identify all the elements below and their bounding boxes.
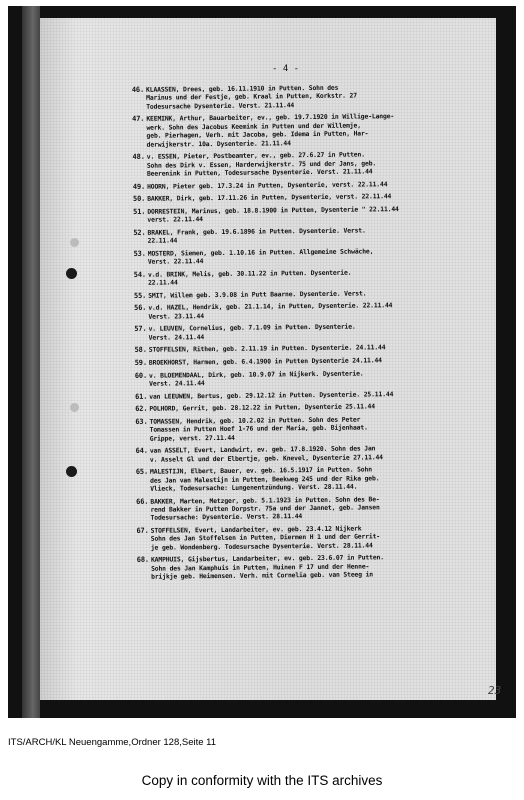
- entry-text-line: v.d. BRINK, Melis, geb. 30.11.22 in Putten. Dysenterie.: [147, 268, 352, 279]
- entry-text-line: geb. Pierhagen, Verh. mit Jacoba, geb. Idema in Putten, Har-: [146, 129, 369, 140]
- entry-text-line: Sohn des Jan Stoffelsen in Putten, Diermen H 1 und der Gerrit-: [150, 532, 381, 544]
- entry-text-line: brijkje geb. Heimensen. Verh. mit Cornelia geb. van Steeg in: [151, 570, 374, 581]
- archive-footer: Copy in conformity with the ITS archives: [141, 773, 383, 788]
- entry-number: 66.: [136, 497, 149, 506]
- entry-number: 65.: [135, 467, 149, 477]
- register-entry: [122, 300, 516, 321]
- entry-number: 63.: [135, 417, 148, 426]
- entry-number: 54.: [133, 270, 147, 279]
- register-entry: [125, 523, 516, 552]
- entry-text-line: HOORN, Pieter geb. 17.3.24 in Putten, Dysenterie, verst. 22.11.44: [147, 179, 388, 191]
- register-entry: [120, 111, 516, 149]
- entry-text-line: 22.11.44: [148, 278, 178, 287]
- entry-number: 56.: [134, 304, 147, 313]
- entry-text-line: POLHORD, Gerrit, geb. 28.12.22 in Putten, Dysenterie 25.11.44: [149, 402, 375, 413]
- register-entry: [123, 342, 516, 355]
- entry-text-line: Todesursache: Dysenterie. Verst. 28.11.44: [150, 512, 303, 523]
- entry-text-line: SMIT, Willem geb. 3.9.08 in Putt Baarne. Dysenterie. Verst.: [148, 289, 367, 300]
- entry-text-line: BAKKER, Marten, Metzger, geb. 5.1.1923 in Putten. Sohn des Be-: [150, 494, 380, 506]
- death-register-list: [120, 82, 516, 586]
- entry-number: 62.: [135, 404, 148, 414]
- register-entry: [123, 367, 516, 388]
- entry-text-line: v.d. HAZEL, Hendrik, geb. 21.1.14, in Putten, Dysenterie. 22.11.44: [148, 301, 393, 313]
- entry-number: 58.: [134, 346, 147, 355]
- entry-text-line: Verst. 24.11.44: [149, 379, 205, 388]
- entry-number: 47.: [132, 115, 145, 124]
- register-entry: [121, 149, 516, 178]
- entry-text-line: Vlieck, Todesursache: Lungenentzündung. Verst. 28.11.44.: [150, 482, 358, 493]
- punch-hole: [66, 466, 77, 477]
- binding-margin: [22, 6, 40, 718]
- entry-text-line: Verst. 23.11.44: [148, 311, 204, 321]
- entry-text-line: Sohn des Dirk v. Essen, Harderwijkerstr. 75 und der Jans, geb.: [146, 158, 377, 170]
- entry-text-line: v. ESSEN, Pieter, Postbeamter, ev., geb. 27.6.27 in Putten.: [146, 150, 365, 161]
- entry-text-line: v. BLOEMENDAAL, Dirk, geb. 10.9.07 in Nijkerk. Dysenterie.: [148, 369, 364, 380]
- entry-text-line: Marinus und der Festje, geb. Kraal in Putten, Korkstr. 27: [146, 91, 357, 103]
- entry-text-line: MOSTERD, Siemen, geb. 1.10.16 in Putten. Allgemeine Schwäche,: [147, 247, 374, 258]
- entry-number: 57.: [134, 325, 147, 334]
- entry-text-line: verst. 22.11.44: [147, 215, 203, 224]
- register-entry: [122, 246, 516, 267]
- register-entry: [121, 225, 516, 246]
- handwritten-page-number: 23: [488, 684, 502, 697]
- punch-hole: [66, 268, 77, 279]
- entry-text-line: BRAKEL, Frank, geb. 19.6.1896 in Putten. Dysenterie. Verst.: [147, 226, 366, 237]
- archive-reference: ITS/ARCH/KL Neuengamme,Ordner 128,Seite 11: [8, 737, 217, 748]
- entry-text-line: Verst. 22.11.44: [147, 257, 204, 266]
- entry-number: 50.: [132, 194, 146, 204]
- entry-text-line: van ASSELT, Evert, Landwirt, ev. geb. 17.8.1920. Sohn des Jan: [149, 444, 376, 455]
- register-entry: [124, 493, 516, 522]
- register-entry: [122, 288, 516, 301]
- entry-text-line: KEEMINK, Arthur, Bauarbeiter, ev., geb. 19.7.1920 in Willige-Lange-: [146, 112, 395, 124]
- entry-text-line: TOMASSEN, Hendrik, geb. 10.2.02 in Putten. Sohn des Peter: [149, 415, 361, 426]
- entry-text-line: rend Bakker in Putten Dorpstr. 75a und der Jannet, geb. Jansen: [150, 503, 380, 514]
- entry-number: 60.: [134, 371, 148, 380]
- entry-text-line: des Jan van Malestijn in Putten, Beekweg 245 und der Rika geb.: [150, 473, 380, 485]
- entry-text-line: Beerenink in Putten, Todesursache Dysenterie. Verst. 21.11.44: [146, 167, 373, 178]
- entry-number: 67.: [136, 526, 149, 535]
- register-entry: [121, 178, 516, 191]
- entry-text-line: KAMPHUIS, Gijsbertus, Landarbeiter, ev. geb. 23.6.07 in Putten.: [150, 553, 384, 565]
- register-entry: [120, 82, 516, 111]
- entry-text-line: werk. Sohn des Jacobus Keemink in Putten und der Willemje,: [146, 121, 361, 132]
- entry-number: 61.: [135, 392, 148, 401]
- entry-text-line: v. LEUVEN, Cornelius, geb. 7.1.09 in Putten. Dysenterie.: [148, 322, 356, 334]
- entry-text-line: 22.11.44: [147, 236, 178, 245]
- register-entry: [123, 355, 516, 368]
- entry-text-line: v. Asselt Gl und der Elbertje, geb. Knevel, Dysenterie 27.11.44: [149, 452, 383, 464]
- register-entry: [122, 267, 516, 288]
- entry-text-line: MALESTIJN, Elbert, Bauer, ev. geb. 16.5.1917 in Putten. Sohn: [150, 465, 372, 476]
- entry-text-line: van LEEUWEN, Bertus, geb. 29.12.12 in Putten. Dysenterie. 25.11.44: [149, 389, 394, 401]
- punch-hole: [70, 403, 79, 412]
- entry-text-line: Sohn des Jan Kamphuis in Putten, Huinen F 17 und der Henne-: [151, 562, 370, 573]
- entry-number: 52.: [133, 228, 146, 237]
- register-entry: [123, 414, 516, 443]
- entry-text-line: BROEKHORST, Harmen, geb. 6.4.1900 in Putten Dysenterie 24.11.44: [148, 356, 382, 367]
- entry-number: 48.: [132, 152, 145, 162]
- entry-number: 55.: [133, 291, 147, 300]
- register-entry: [123, 321, 516, 342]
- entry-text-line: KLAASSEN, Drees, geb. 16.11.1910 in Putten. Sohn des: [145, 83, 339, 94]
- entry-number: 49.: [132, 182, 146, 191]
- entry-text-line: STOFFELSEN, Rithen, geb. 2.11.19 in Putten. Dysenterie. 24.11.44: [148, 343, 386, 355]
- entry-text-line: BAKKER, Dirk, geb. 17.11.26 in Putten, Dysenterie, verst. 22.11.44: [147, 192, 392, 203]
- register-entry: [121, 191, 516, 204]
- register-entry: [124, 464, 516, 493]
- register-entry: [123, 388, 516, 401]
- register-entry: [121, 204, 516, 225]
- entry-text-line: je geb. Wondenberg. Todesursache Dysenterie. Verst. 28.11.44: [150, 541, 373, 552]
- entry-number: 59.: [134, 358, 147, 367]
- entry-number: 64.: [135, 446, 148, 456]
- entry-number: 68.: [136, 556, 150, 565]
- page-number: - 4 -: [272, 64, 300, 74]
- entry-text-line: Todesursache Dysenterie. Verst. 21.11.44: [146, 100, 295, 111]
- entry-number: 51.: [133, 207, 146, 216]
- register-entry: [123, 401, 516, 414]
- register-entry: [125, 552, 516, 581]
- entry-text-line: DORRESTEIN, Marinus, geb. 18.8.1900 in Putten, Dysenterie " 22.11.44: [147, 204, 399, 216]
- entry-number: 46.: [131, 85, 145, 94]
- entry-text-line: Verst. 24.11.44: [148, 332, 205, 342]
- entry-text-line: derwijkerstr. 10a. Dysenterie. 21.11.44: [146, 138, 291, 149]
- entry-text-line: STOFFELSEN, Evert, Landarbeiter, ev. geb. 23.4.12 Nijkerk: [150, 524, 362, 535]
- entry-text-line: Tomassen in Putten Hoef 1-76 und der Maria, geb. Bijenhaat.: [149, 423, 368, 434]
- entry-text-line: Grippe, verst. 27.11.44: [149, 433, 235, 443]
- punch-hole: [70, 238, 79, 247]
- register-entry: [124, 443, 516, 464]
- scan-frame: [8, 6, 516, 718]
- entry-number: 53.: [133, 249, 146, 258]
